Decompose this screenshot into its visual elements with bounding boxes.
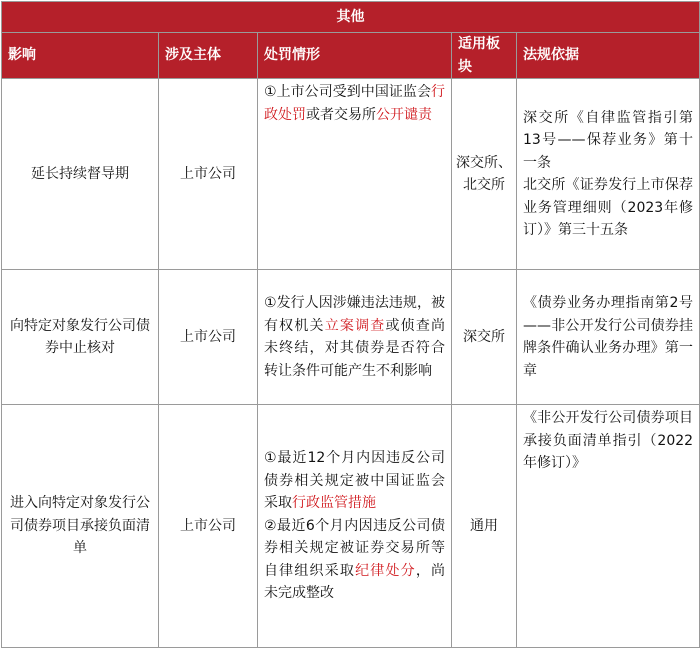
- situation-text: ②最近6个月内因违反公司债券相关规定被证券交易所等自律组织采取: [264, 517, 445, 579]
- header-board: 适用板块: [452, 33, 517, 79]
- row-subject: 上市公司: [159, 79, 258, 270]
- table-header-row: [2, 33, 700, 79]
- situation-text: 或者交易所: [306, 106, 376, 123]
- row-impact: 进入向特定对象发行公司债券项目承接负面清单: [2, 405, 159, 648]
- highlight-penalty: 行政处罚: [264, 84, 445, 123]
- regulation-table-figure: [0, 1, 700, 640]
- row-board: 深交所: [452, 270, 517, 405]
- header-impact: 影响: [2, 33, 159, 79]
- table-row: [2, 79, 700, 270]
- row-basis: 深交所《自律监管指引第13号——保荐业务》第十一条 北交所《证券发行上市保荐业务管理细则（2023年修订）》第三十五条: [517, 79, 700, 270]
- table-row: [2, 270, 700, 405]
- highlight-penalty: 公开谴责: [376, 106, 432, 123]
- table-title-row: [2, 2, 700, 33]
- highlight-penalty: 立案调查: [324, 317, 386, 334]
- situation-text: 或侦查尚未终结，对其债券是否符合转让条件可能产生不利影响: [264, 317, 446, 379]
- row-basis: 《非公开发行公司债券项目承接负面清单指引（2022年修订）》: [517, 405, 700, 648]
- header-subject: 涉及主体: [159, 33, 258, 79]
- header-basis: 法规依据: [517, 33, 700, 79]
- header-situation: 处罚情形: [258, 33, 452, 79]
- row-subject: 上市公司: [159, 270, 258, 405]
- row-situation: [258, 270, 452, 405]
- row-situation: [258, 79, 452, 270]
- table-title: 其他: [2, 2, 700, 33]
- situation-text: ①最近12个月内因违反公司债券相关规定被中国证监会采取: [264, 450, 445, 512]
- row-board: 通用: [452, 405, 517, 648]
- row-subject: 上市公司: [159, 405, 258, 648]
- row-basis: 《债券业务办理指南第2号——非公开发行公司债券挂牌条件确认业务办理》第一章: [517, 270, 700, 405]
- highlight-penalty: 纪律处分: [355, 562, 416, 579]
- row-board: 深交所、北交所: [452, 79, 517, 270]
- table-row: [2, 405, 700, 648]
- row-impact: 延长持续督导期: [2, 79, 159, 270]
- situation-text: ①上市公司受到中国证监会: [264, 84, 431, 100]
- situation-text: ，尚未完成整改: [264, 562, 446, 602]
- regulation-table: [1, 1, 700, 648]
- row-impact: 向特定对象发行公司债券中止核对: [2, 270, 159, 405]
- highlight-penalty: 行政监管措施: [292, 495, 376, 512]
- situation-text: ①发行人因涉嫌违法违规，被有权机关: [264, 295, 445, 334]
- row-situation: [258, 405, 452, 648]
